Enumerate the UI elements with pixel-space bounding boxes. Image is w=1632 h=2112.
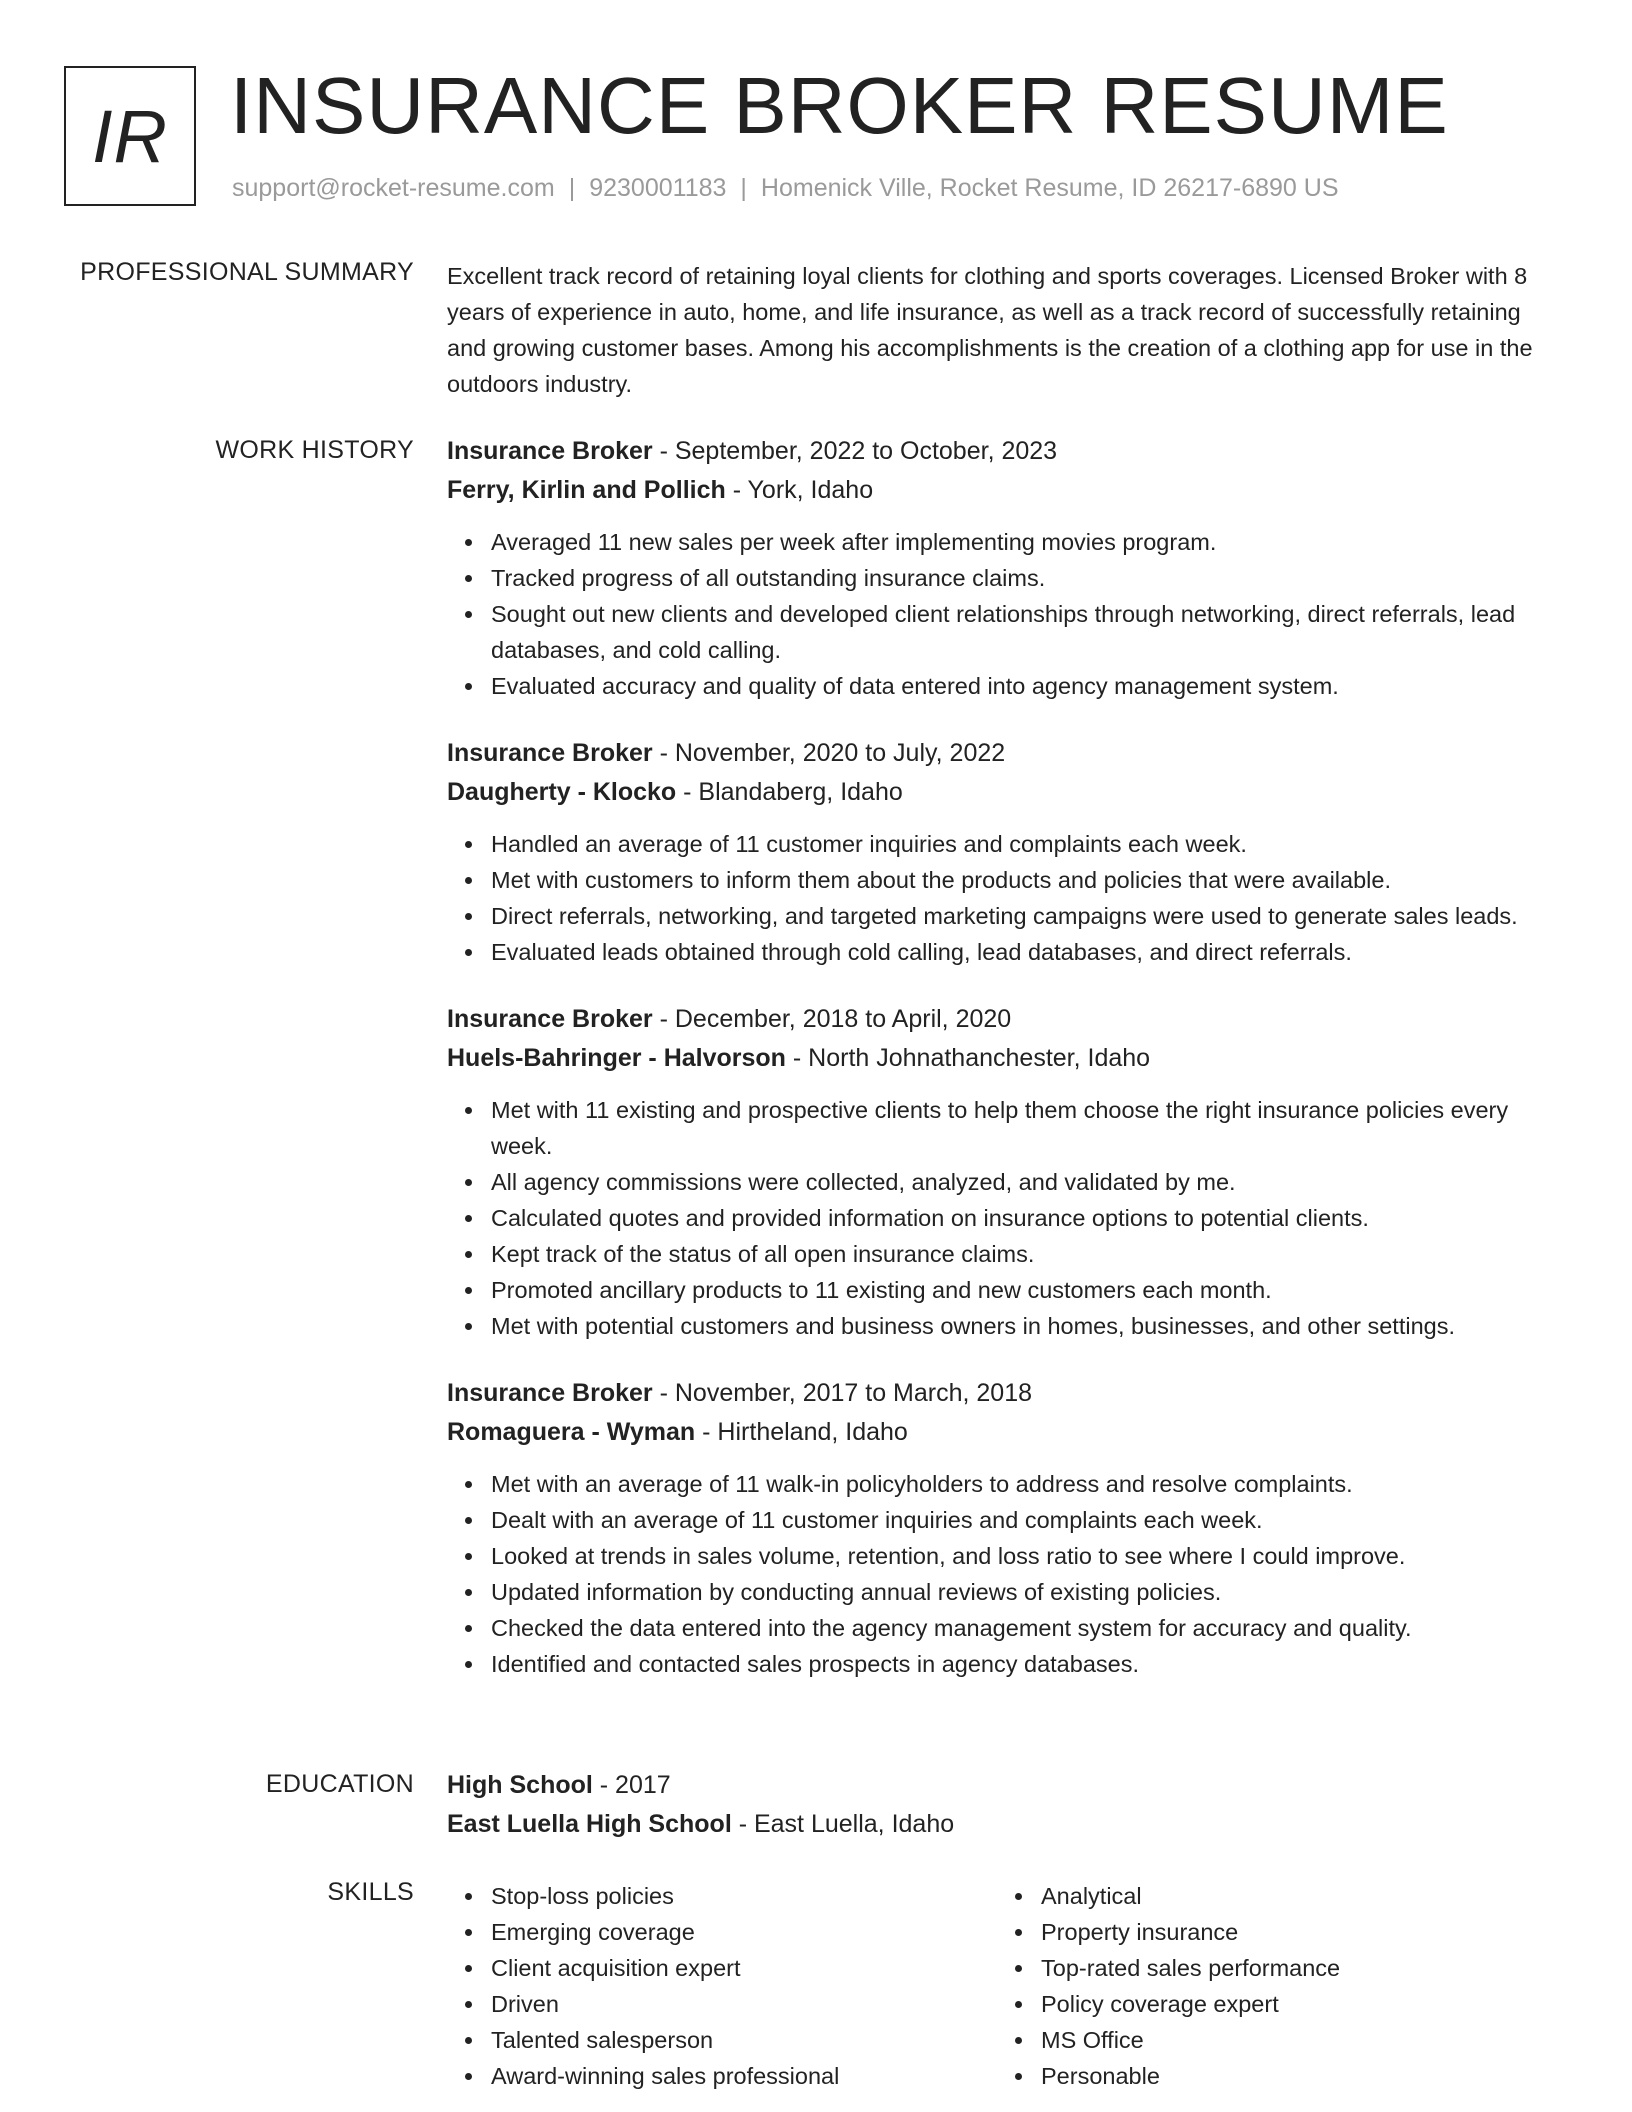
job-title-line — [447, 734, 1562, 773]
job-bullet: Promoted ancillary products to 11 existing and new customers each month. — [491, 1272, 1562, 1308]
job-bullet-list — [447, 826, 1562, 970]
job-company-line — [447, 773, 1562, 812]
job-title: Insurance Broker — [447, 437, 653, 465]
skill-item: Award-winning sales professional — [491, 2058, 997, 2094]
work-history-label: WORK HISTORY — [215, 436, 414, 464]
job-title: Insurance Broker — [447, 739, 653, 767]
education-degree: High School — [447, 1771, 593, 1799]
job-bullet: Handled an average of 11 customer inquiries and complaints each week. — [491, 826, 1562, 862]
job-title-line — [447, 1374, 1562, 1413]
skill-item: Top-rated sales performance — [1041, 1950, 1547, 1986]
skill-item: MS Office — [1041, 2022, 1547, 2058]
job-entry — [447, 734, 1562, 970]
skill-item: Policy coverage expert — [1041, 1986, 1547, 2022]
job-location: - Hirtheland, Idaho — [695, 1418, 908, 1446]
skills-body — [447, 1878, 1562, 2094]
education-location: - East Luella, Idaho — [731, 1810, 955, 1838]
job-company-line — [447, 1039, 1562, 1078]
contact-line — [232, 174, 1339, 203]
job-company: Huels-Bahringer - Halvorson — [447, 1044, 786, 1072]
job-dates: - September, 2022 to October, 2023 — [652, 437, 1058, 465]
job-title-line — [447, 432, 1562, 471]
skill-item: Stop-loss policies — [491, 1878, 997, 1914]
skill-item: Driven — [491, 1986, 997, 2022]
job-bullet: Averaged 11 new sales per week after implementing movies program. — [491, 524, 1562, 560]
skill-item: Talented salesperson — [491, 2022, 997, 2058]
job-company: Romaguera - Wyman — [447, 1418, 696, 1446]
job-bullet: Evaluated leads obtained through cold calling, lead databases, and direct referrals. — [491, 934, 1562, 970]
summary-text: Excellent track record of retaining loyal clients for clothing and sports coverages. Licensed Broker with 8 years of experience in auto, home, and life insurance, as well as a track record of successfully retaining and growing customer bases. Among his accomplishments is the creation of a clothing app for use in the outdoors industry. — [447, 263, 1533, 397]
job-bullet: Met with 11 existing and prospective clients to help them choose the right insurance policies every week. — [491, 1092, 1562, 1164]
job-dates: - December, 2018 to April, 2020 — [652, 1005, 1012, 1033]
job-location: - Blandaberg, Idaho — [676, 778, 903, 806]
summary-label: PROFESSIONAL SUMMARY — [80, 258, 414, 286]
skill-item: Analytical — [1041, 1878, 1547, 1914]
job-bullet: Kept track of the status of all open insurance claims. — [491, 1236, 1562, 1272]
skills-column-left — [447, 1878, 997, 2094]
skill-item: Client acquisition expert — [491, 1950, 997, 1986]
skills-list-left — [447, 1878, 997, 2094]
job-company: Ferry, Kirlin and Pollich — [447, 476, 726, 504]
education-school-line — [447, 1805, 1562, 1844]
job-location: - York, Idaho — [725, 476, 874, 504]
job-bullet-list — [447, 1092, 1562, 1344]
job-bullet: Direct referrals, networking, and targeted marketing campaigns were used to generate sales leads. — [491, 898, 1562, 934]
education-label: EDUCATION — [265, 1770, 414, 1798]
job-bullet: Met with potential customers and business owners in homes, businesses, and other settings. — [491, 1308, 1562, 1344]
job-bullet: Identified and contacted sales prospects in agency databases. — [491, 1646, 1562, 1682]
monogram-logo: IR — [64, 66, 196, 206]
education-degree-line — [447, 1766, 1562, 1805]
education-year: - 2017 — [592, 1771, 671, 1799]
job-bullet: Dealt with an average of 11 customer inquiries and complaints each week. — [491, 1502, 1562, 1538]
job-bullet: Looked at trends in sales volume, retention, and loss ratio to see where I could improve. — [491, 1538, 1562, 1574]
job-bullet: Met with an average of 11 walk-in policyholders to address and resolve complaints. — [491, 1466, 1562, 1502]
job-title: Insurance Broker — [447, 1379, 653, 1407]
job-bullet: All agency commissions were collected, analyzed, and validated by me. — [491, 1164, 1562, 1200]
job-entry — [447, 1000, 1562, 1344]
contact-phone: 9230001183 — [589, 174, 727, 202]
job-dates: - November, 2020 to July, 2022 — [652, 739, 1006, 767]
skill-item: Property insurance — [1041, 1914, 1547, 1950]
job-bullet: Sought out new clients and developed client relationships through networking, direct referrals, lead databases, and cold calling. — [491, 596, 1562, 668]
resume-title: INSURANCE BROKER RESUME — [230, 61, 1449, 150]
education-school: East Luella High School — [447, 1810, 732, 1838]
job-title: Insurance Broker — [447, 1005, 653, 1033]
skill-item: Personable — [1041, 2058, 1547, 2094]
resume-header — [64, 61, 1564, 214]
job-location: - North Johnathanchester, Idaho — [785, 1044, 1151, 1072]
job-company-line — [447, 471, 1562, 510]
job-entry — [447, 1374, 1562, 1682]
job-bullet: Checked the data entered into the agency management system for accuracy and quality. — [491, 1610, 1562, 1646]
work-history-body — [447, 432, 1562, 1712]
job-company-line — [447, 1413, 1562, 1452]
job-bullet: Updated information by conducting annual reviews of existing policies. — [491, 1574, 1562, 1610]
job-bullet-list — [447, 1466, 1562, 1682]
skills-list-right — [997, 1878, 1547, 2094]
job-company: Daugherty - Klocko — [447, 778, 677, 806]
job-bullet: Met with customers to inform them about the products and policies that were available. — [491, 862, 1562, 898]
contact-separator: | — [568, 174, 576, 202]
contact-email: support@rocket-resume.com — [232, 174, 555, 202]
contact-separator: | — [740, 174, 747, 202]
contact-address: Homenick Ville, Rocket Resume, ID 26217-6890 US — [760, 174, 1339, 202]
skill-item: Emerging coverage — [491, 1914, 997, 1950]
job-bullet: Calculated quotes and provided information on insurance options to potential clients. — [491, 1200, 1562, 1236]
job-bullet: Evaluated accuracy and quality of data entered into agency management system. — [491, 668, 1562, 704]
skills-column-right — [997, 1878, 1547, 2094]
skills-label: SKILLS — [327, 1878, 414, 1906]
job-dates: - November, 2017 to March, 2018 — [652, 1379, 1033, 1407]
summary-body — [447, 258, 1562, 402]
job-bullet: Tracked progress of all outstanding insurance claims. — [491, 560, 1562, 596]
education-body — [447, 1766, 1562, 1844]
job-title-line — [447, 1000, 1562, 1039]
job-bullet-list — [447, 524, 1562, 704]
job-entry — [447, 432, 1562, 704]
